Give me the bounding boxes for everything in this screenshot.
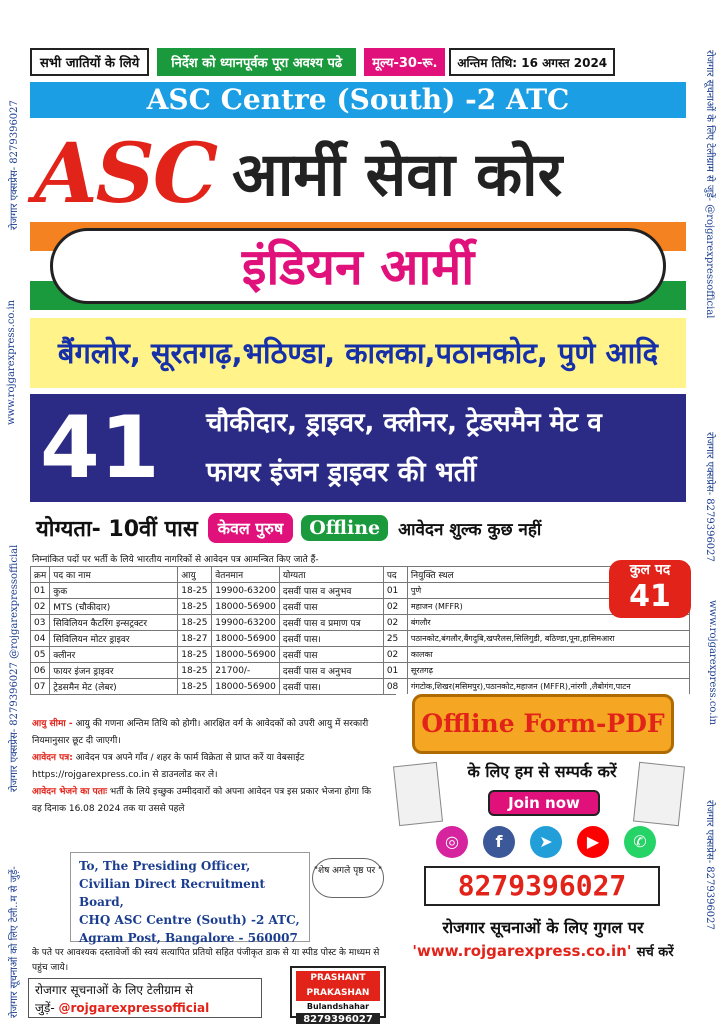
table-cell: गंगटोक,शिखर(मसिमपुर),पठानकोट,महाजन (MFFR),नांरगी ,लैबोगंग,पाटन (407, 679, 689, 695)
address-line: To, The Presiding Officer, (79, 859, 251, 873)
table-cell: बंगलौर (407, 615, 689, 631)
table-cell: 01 (383, 663, 407, 679)
telegram-line-1: रोजगार सूचनाओं के लिए टेलीग्राम से (35, 983, 194, 997)
vacancy-count: 41 (40, 398, 160, 498)
address-line: Civilian Direct Recruitment Board, (79, 877, 266, 909)
table-cell: महाजन (MFFR) (407, 599, 689, 615)
posts-line-2: फायर इंजन ड्राइवर की भर्ती (206, 457, 477, 488)
table-cell: पुणे (407, 583, 689, 599)
publisher-city: Bulandshahar (306, 1002, 370, 1011)
table-header: वेतनमान (212, 567, 280, 583)
telegram-prefix: जुड़ें- (35, 1001, 55, 1015)
table-cell: 02 (31, 599, 50, 615)
table-cell: क्लीनर (50, 647, 178, 663)
side-text-right-bottom: रोजगार एक्सप्रेस- 8279396027 (704, 800, 715, 930)
table-cell: 21700/- (212, 663, 280, 679)
side-text-left-bottom: रोजगार सूचनाओं को लिए टेली..म से जुड़ें- (9, 866, 20, 1018)
table-cell: कुक (50, 583, 178, 599)
send-address-text: भर्ती के लिये इच्छुक उम्मीदवारों को अपना आवेदन पत्र इस प्रकार भेजना होगा कि वह दिनाक 16.08 2024 तक या उससे पहले (32, 787, 372, 814)
contact-us-text: के लिए हम से सम्पर्क करें (467, 762, 617, 781)
side-text-left-lower: रोजगार एक्सप्रेस- 8279396027 @rojgarexpressofficial (9, 544, 20, 792)
publisher-phone: 8279396027 (296, 1013, 380, 1024)
price-badge: मूल्य-30-रू. (364, 48, 445, 76)
table-cell: दसवीं पास व अनुभव (279, 663, 383, 679)
table-cell: दसवीं पास व अनुभव (279, 583, 383, 599)
side-text-left-top: रोजगार एक्सप्रेस- 8279396027 (9, 100, 20, 230)
table-cell: 25 (383, 631, 407, 647)
postal-address (70, 852, 310, 945)
table-cell: 07 (31, 679, 50, 695)
table-cell: फायर इंजन ड्राइवर (50, 663, 178, 679)
table-header: पद (383, 567, 407, 583)
instagram-icon[interactable]: ◎ (436, 826, 468, 858)
intro-text: निम्नांकित पदों पर भर्ती के लिये भारतीय नागरिकों से आवेदन पत्र आमन्त्रित किए जाते हैं- (32, 555, 319, 565)
side-text-left-mid: www.rojgarexpress.co.in (6, 299, 17, 425)
table-cell: दसवीं पास। (279, 631, 383, 647)
table-header: क्रम (31, 567, 50, 583)
total-posts-badge (609, 560, 691, 618)
posts-banner (30, 394, 686, 502)
centre-banner: ASC Centre (South) -2 ATC (30, 82, 686, 118)
total-posts-label: कुल पद (629, 562, 671, 578)
table-cell: ट्रेडसमैन मेट (लेबर) (50, 679, 178, 695)
table-cell: 19900-63200 (212, 583, 280, 599)
offline-form-heading: Offline Form-PDF (412, 694, 674, 754)
table-cell: MTS (चौकीदार) (50, 599, 178, 615)
asc-logo-text: ASC (34, 126, 217, 222)
cities-banner: बैंगलोर, सूरतगढ़,भठिण्डा, कालका,पठानकोट, पुणे आदि (30, 318, 686, 388)
whatsapp-icon[interactable]: ✆ (624, 826, 656, 858)
notes-section (32, 716, 372, 818)
table-header: योग्यता (279, 567, 383, 583)
corps-title: आर्मी सेवा कोर (232, 140, 563, 210)
posts-table (30, 566, 690, 695)
qualification-row (30, 508, 686, 548)
indian-army-banner (30, 222, 686, 310)
website-link[interactable]: 'www.rojgarexpress.co.in' (412, 942, 632, 960)
table-cell: 19900-63200 (212, 615, 280, 631)
side-text-right-top: रोजगार सूचनाओं के लिए टेलीग्राम से जुड़ें- @rojgarexpressofficial (704, 50, 715, 319)
table-cell: 05 (31, 647, 50, 663)
send-address-label: आवेदन भेजने का पताः (32, 787, 108, 797)
table-cell: 08 (383, 679, 407, 695)
table-cell: 18-25 (178, 647, 212, 663)
table-cell: 18000-56900 (212, 599, 280, 615)
instruction-banner: निर्देश को ध्यानपूर्वक पूरा अवश्य पढे (157, 48, 356, 76)
table-cell: दसवीं पास व प्रमाण पत्र (279, 615, 383, 631)
age-limit-text: आयु की गणना अन्तिम तिथि को होगी। आरक्षित वर्ग के आवेदकों को उपरी आयु में सरकारी नियमानुसार छूट दी जाएगी। (32, 719, 369, 746)
education-label: योग्यता- 10वीं पास (36, 517, 198, 542)
age-limit-label: आयु सीमा - (32, 719, 73, 729)
table-cell: सिविलियन कैटरिंग इन्सट्रक्टर (50, 615, 178, 631)
table-row (31, 663, 690, 679)
table-cell: सूरतगढ़ (407, 663, 689, 679)
table-cell: 02 (383, 599, 407, 615)
table-cell: दसवीं पास (279, 647, 383, 663)
table-cell: 06 (31, 663, 50, 679)
table-cell: 02 (383, 647, 407, 663)
telegram-handle[interactable]: @rojgarexpressofficial (58, 1001, 210, 1015)
search-suffix: सर्च करें (636, 945, 674, 960)
side-text-right-mid: रोजगार एक्सप्रेस- 8279396027 (704, 432, 715, 562)
publisher-name: PRASHANT PRAKASHAN (296, 971, 380, 1001)
table-cell: 02 (383, 615, 407, 631)
table-header: नियुक्ति स्थल (407, 567, 689, 583)
side-text-right-lower: www.rojgarexpress.co.in (707, 600, 718, 726)
table-header: पद का नाम (50, 567, 178, 583)
table-header: आयु (178, 567, 212, 583)
telegram-icon[interactable]: ➤ (530, 826, 562, 858)
table-row (31, 647, 690, 663)
youtube-icon[interactable]: ▶ (577, 826, 609, 858)
table-cell: 18-25 (178, 663, 212, 679)
table-cell: सिविलियन मोटर ड्राइवर (50, 631, 178, 647)
table-cell: 18-25 (178, 615, 212, 631)
form-label: आवेदन पत्र: (32, 753, 73, 763)
table-cell: 03 (31, 615, 50, 631)
table-row (31, 599, 690, 615)
posts-line-1: चौकीदार, ड्राइवर, क्लीनर, ट्रेडसमैन मेट व (206, 408, 602, 438)
send-note: के पते पर आवश्यक दस्तावेजों की स्वयं सत्यापित प्रतियो सहित पंजीकृत डाक से या स्पीड पोस्ट के माध्यम से पहुंच जाये। (32, 948, 380, 973)
google-search-text: रोजगार सूचनाओं के लिए गुगल पर (442, 918, 644, 937)
table-cell: 01 (31, 583, 50, 599)
address-line: CHQ ASC Centre (South) -2 ATC, (79, 913, 300, 927)
table-cell: दसवीं पास। (279, 679, 383, 695)
all-castes-label: सभी जातियों के लिये (30, 48, 149, 76)
continued-note: "शेष अगले पृष्ठ पर " (312, 858, 384, 898)
social-icons (436, 826, 656, 862)
table-cell: 18-25 (178, 583, 212, 599)
address-line: Agram Post, Bangalore - 560007 (79, 931, 298, 945)
facebook-icon[interactable]: f (483, 826, 515, 858)
table-cell: 18-25 (178, 599, 212, 615)
table-cell: 18-25 (178, 679, 212, 695)
table-cell: 18000-56900 (212, 647, 280, 663)
table-header-row (31, 567, 690, 583)
promo-panel (396, 694, 690, 1016)
table-cell: 18000-56900 (212, 679, 280, 695)
top-info-bar (30, 46, 686, 78)
form-text: आवेदन पत्र अपने गाँव / शहर के फार्म विक्रेता से प्राप्त करें या वेबसाईट https://rojgarexpress.co.in से डाउनलोड कर ले। (32, 753, 305, 780)
table-cell: 01 (383, 583, 407, 599)
telegram-box (28, 978, 262, 1018)
table-row (31, 631, 690, 647)
total-posts-value: 41 (629, 579, 671, 614)
gender-badge: केवल पुरुष (208, 513, 294, 543)
table-cell: 18000-56900 (212, 631, 280, 647)
publisher-logo (290, 966, 386, 1024)
table-cell: पठानकोट,बंगलौर,बैंगदुबि,खपरैलस,सिलिगुडी, बठिण्डा,पूना,हासिमआरा (407, 631, 689, 647)
table-row (31, 615, 690, 631)
fee-label: आवेदन शुल्क कुछ नहीं (398, 519, 542, 540)
table-row (31, 583, 690, 599)
table-cell: कालका (407, 647, 689, 663)
last-date-label: अन्तिम तिथि: 16 अगस्त 2024 (449, 48, 615, 76)
newspaper-image-left (393, 762, 443, 826)
table-cell: 18-27 (178, 631, 212, 647)
join-now-button[interactable]: Join now (488, 790, 600, 816)
indian-army-title: इंडियन आर्मी (50, 228, 666, 304)
contact-phone[interactable]: 8279396027 (424, 866, 660, 906)
table-cell: दसवीं पास (279, 599, 383, 615)
table-row (31, 679, 690, 695)
mode-badge: Offline (301, 515, 388, 541)
table-cell: 04 (31, 631, 50, 647)
